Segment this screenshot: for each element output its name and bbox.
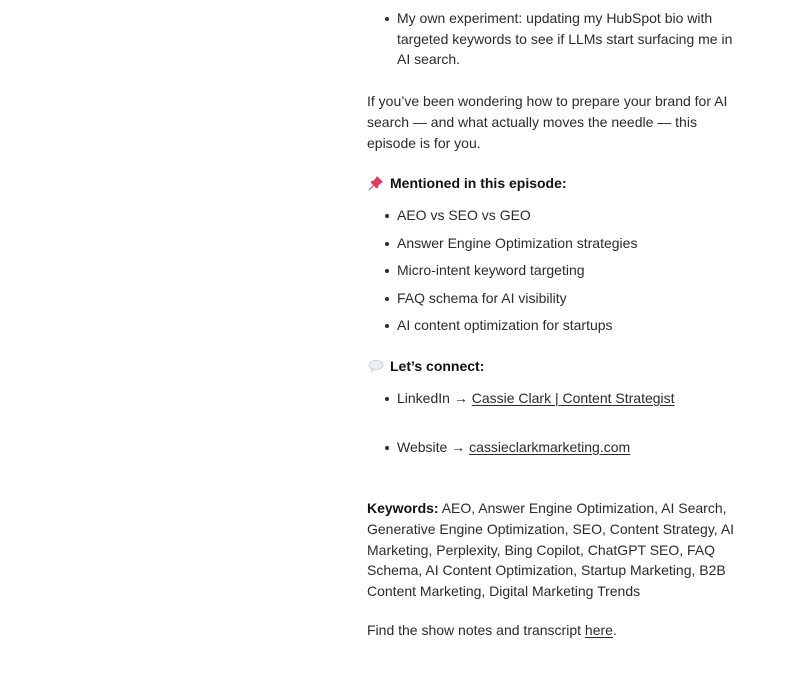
linkedin-item <box>367 388 747 409</box>
show-notes-paragraph <box>367 620 747 641</box>
mentioned-heading <box>367 173 747 193</box>
linkedin-label: LinkedIn → <box>397 389 472 406</box>
show-notes-period: . <box>612 621 617 638</box>
mentioned-heading-text: Mentioned in this episode: <box>390 175 567 192</box>
keywords-label: Keywords: <box>367 500 439 517</box>
keywords-text: AEO, Answer Engine Optimization, AI Search, Generative Engine Optimization, SEO, Content Strategy, AI Marketing, Perplexity, Bing Copilot, ChatGPT SEO, FAQ Schema, AI Content Optimization, Startup Marketing, B2B Content Marketing, Digital Marketing Trends <box>367 500 735 600</box>
list-item: AI content optimization for startups <box>367 315 747 336</box>
intro-paragraph: If you’ve been wondering how to prepare your brand for AI search — and what actually moves the needle — this episode is for you. <box>367 93 728 151</box>
speech-bubble-icon <box>368 359 386 373</box>
connect-list <box>367 388 747 457</box>
linkedin-link[interactable]: Cassie Clark | Content Strategist <box>471 389 675 406</box>
show-notes-text: Find the show notes and transcript <box>367 621 585 638</box>
episode-description <box>367 0 747 641</box>
list-item: My own experiment: updating my HubSpot bio with targeted keywords to see if LLMs start surfacing me in AI search. <box>367 8 747 70</box>
website-item <box>367 437 747 458</box>
keywords-paragraph <box>367 498 747 602</box>
pushpin-icon <box>368 175 386 191</box>
list-item: Micro-intent keyword targeting <box>367 260 747 281</box>
experiment-list <box>367 8 747 70</box>
connect-heading-text: Let’s connect: <box>390 357 485 374</box>
list-item: FAQ schema for AI visibility <box>367 288 747 309</box>
website-label: Website → <box>397 438 470 455</box>
list-item: Answer Engine Optimization strategies <box>367 233 747 254</box>
mentioned-list <box>367 205 747 336</box>
list-item: AEO vs SEO vs GEO <box>367 205 747 226</box>
website-link[interactable]: cassieclarkmarketing.com <box>469 438 631 455</box>
connect-heading <box>367 356 747 376</box>
show-notes-link[interactable]: here <box>584 621 613 638</box>
